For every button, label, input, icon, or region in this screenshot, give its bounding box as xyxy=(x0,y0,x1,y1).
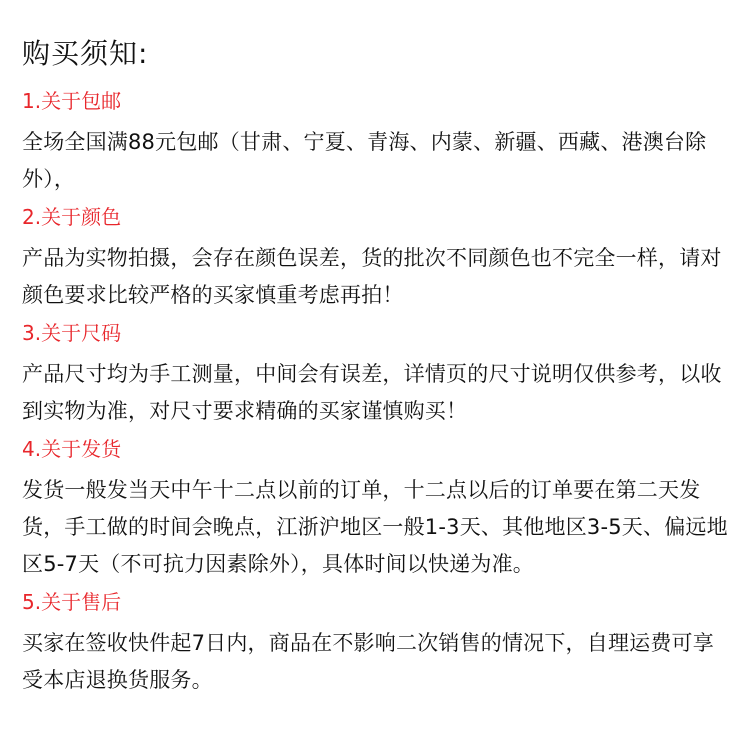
section-heading: 5.关于售后 xyxy=(22,590,122,614)
section-free-shipping xyxy=(22,88,730,198)
section-shipping xyxy=(22,436,730,583)
section-size xyxy=(22,320,730,430)
section-body: 全场全国满88元包邮（甘肃、宁夏、青海、内蒙、新疆、西藏、港澳台除外）， xyxy=(22,130,707,191)
section-color xyxy=(22,204,730,314)
page-title: 购买须知: xyxy=(22,37,149,70)
section-after-sales xyxy=(22,589,730,699)
section-body: 发货一般发当天中午十二点以前的订单，十二点以后的订单要在第二天发货，手工做的时间会晚点，江浙沪地区一般1-3天、其他地区3-5天、偏远地区5-7天（不可抗力因素除外），具体时间以快递为准。 xyxy=(22,478,728,576)
section-heading: 1.关于包邮 xyxy=(22,89,122,113)
section-heading: 4.关于发货 xyxy=(22,437,122,461)
section-body: 产品尺寸均为手工测量，中间会有误差，详情页的尺寸说明仅供参考，以收到实物为准，对尺寸要求精确的买家谨慎购买！ xyxy=(22,362,722,423)
section-body: 产品为实物拍摄，会存在颜色误差，货的批次不同颜色也不完全一样，请对颜色要求比较严格的买家慎重考虑再拍！ xyxy=(22,246,722,307)
section-heading: 3.关于尺码 xyxy=(22,321,122,345)
section-heading: 2.关于颜色 xyxy=(22,205,122,229)
section-body: 买家在签收快件起7日内，商品在不影响二次销售的情况下，自理运费可享受本店退换货服务。 xyxy=(22,631,714,692)
purchase-notice xyxy=(22,34,730,705)
